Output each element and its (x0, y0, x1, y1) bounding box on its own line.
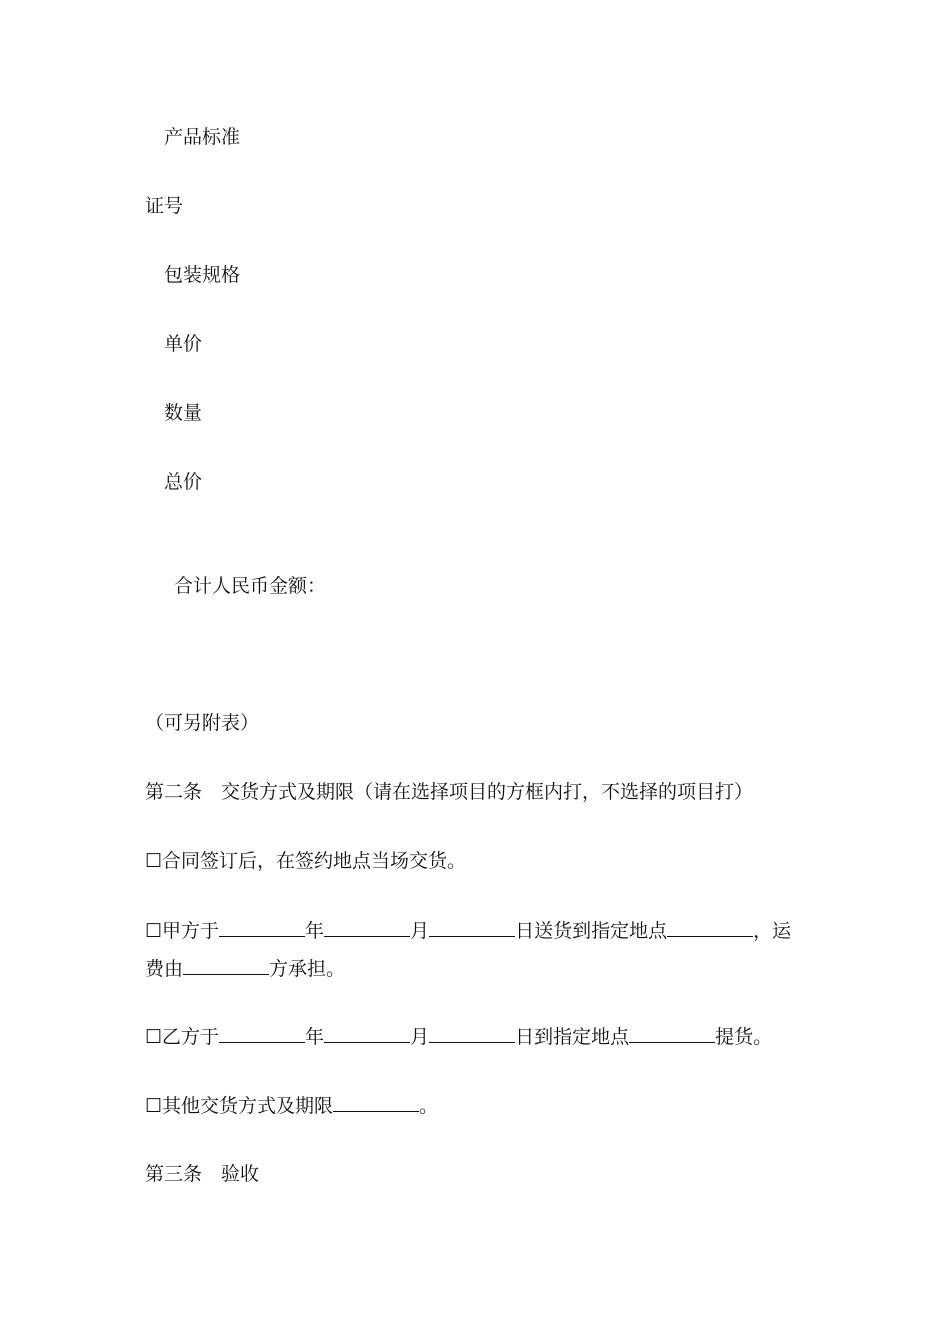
freight-party-blank (183, 956, 269, 975)
article2-heading: 第二条 交货方式及期限（请在选择项目的方框内打，不选择的项目打） (145, 781, 754, 803)
delivery-option-2-line2 (145, 956, 345, 981)
option2-line2-prefix: 费由 (145, 958, 184, 980)
packaging-label: 包装规格 (164, 264, 241, 286)
location-blank (629, 1024, 715, 1043)
year-blank (219, 1024, 305, 1043)
option4-prefix: ☐其他交货方式及期限 (145, 1095, 334, 1117)
option2-month: 月 (410, 920, 430, 942)
option3-year: 年 (305, 1026, 325, 1048)
location-blank (667, 918, 753, 937)
day-blank (429, 918, 515, 937)
month-blank (324, 918, 410, 937)
option2-comma: ，运 (753, 920, 792, 942)
product-standard-label: 产品标准 (164, 126, 241, 148)
option2-line2-suffix: 方承担。 (269, 958, 346, 980)
article3-heading: 第三条 验收 (145, 1163, 260, 1185)
cert-no-label: 证号 (145, 195, 184, 217)
day-blank (429, 1024, 515, 1043)
quantity-label: 数量 (164, 402, 203, 424)
year-blank (219, 918, 305, 937)
option4-suffix: 。 (419, 1095, 439, 1117)
delivery-option-4 (145, 1093, 438, 1118)
total-rmb-label: 合计人民币金额： (174, 575, 327, 597)
option3-prefix: ☐乙方于 (145, 1026, 220, 1048)
option3-month: 月 (410, 1026, 430, 1048)
option2-day-text: 日送货到指定地点 (515, 920, 668, 942)
other-method-blank (333, 1093, 419, 1112)
delivery-option-3 (145, 1024, 772, 1049)
unit-price-label: 单价 (164, 333, 203, 355)
month-blank (324, 1024, 410, 1043)
delivery-option-2 (145, 918, 791, 943)
option3-suffix: 提货。 (715, 1026, 773, 1048)
attach-note: （可另附表） (145, 712, 260, 734)
delivery-option-1: ☐合同签订后，在签约地点当场交货。 (145, 850, 467, 872)
option2-prefix: ☐甲方于 (145, 920, 220, 942)
total-price-label: 总价 (164, 471, 203, 493)
option2-year: 年 (305, 920, 325, 942)
option3-day-text: 日到指定地点 (515, 1026, 630, 1048)
